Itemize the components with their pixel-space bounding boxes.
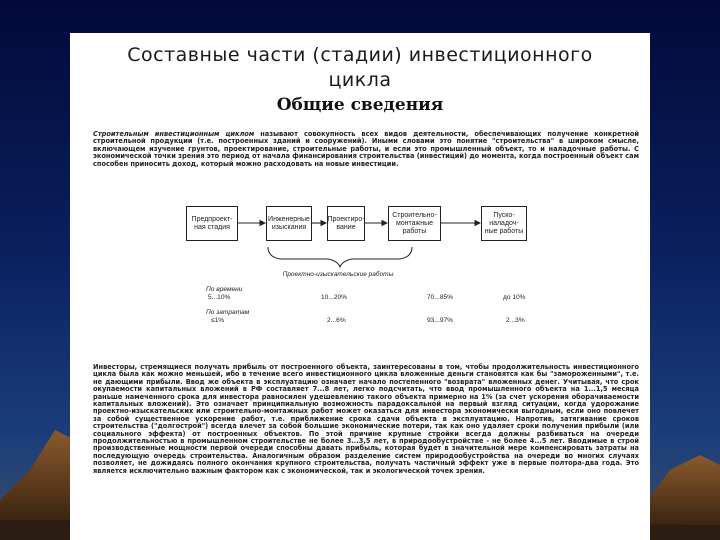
intro-term: Строительным инвестиционным циклом [93, 130, 255, 138]
cost-value-commissioning: 2...3% [506, 317, 525, 324]
time-value-preproject: 5...10% [208, 294, 231, 301]
stage-box-commissioning: Пуско-наладоч-ные работы [481, 206, 527, 241]
stage-box-preproject: Предпроект-ная стадия [186, 206, 238, 241]
stage-box-surveys: Инженерные изыскания [266, 206, 312, 241]
cost-value-survey-design: 2...6% [327, 317, 346, 324]
stage-box-construction: Строительно-монтажные работы [388, 206, 441, 241]
time-value-commissioning: до 10% [503, 294, 526, 301]
slide-title-line1: Составные части (стадии) инвестиционного [127, 44, 593, 66]
time-value-survey-design: 10...20% [321, 294, 348, 301]
slide-title-line2: цикла [328, 69, 392, 91]
cost-value-preproject: ≤1% [211, 317, 225, 324]
cost-value-construction: 93...97% [427, 317, 454, 324]
slide [70, 33, 650, 540]
intro-text: называют совокупность всех видов деятельности, обеспечивающих получение конкретной строительной продукции (т.е. построенных зданий и сооружений). Иными словами это понятие "строительства" в широком смысле, включающем изучение грунтов, проектирование, строительные работы, и если это промышленный объект, то и наладочные работы. С экономической точки зрения это период от начала финансирования строительства (инвестиций) до момента, когда построенный объект сам способен приносить доход, который можно расходовать на новые инвестиции. [93, 130, 639, 168]
project-works-label: Проектно-изыскательские работы [282, 271, 394, 278]
stage-box-design: Проектиро-вание [327, 206, 365, 241]
body-paragraph: Инвесторы, стремящиеся получать прибыль от построенного объекта, заинтересованы в том, чтобы продолжительность инвестиционного цикла была как можно меньшей, ибо в течение всего инвестиционного цикла вложенные деньги становятся как бы "замороженными", т.е. не дающими прибыли. Ввод же объекта в эксплуатацию означает начало постепенного "возврата" вложенных денег. Учитывая, что срок окупаемости капитальных вложений в РФ составляет 7...8 лет, легко подсчитать, что ввод промышленного объекта на 1...1,5 месяца раньше намеченного срока для инвестора равносилен удешевлению такого объекта примерно на 1% (за счет ускорения оборачиваемости капитальных вложений). Это означает принципиальную возможность парадоксальной на первый взгляд ситуации, когда удорожание проектно-изыскательских или строительно-монтажных работ может оказаться для инвестора экономически выгодным, если оно повлечет за собой существенное ускорение работ, т.е. приближение срока сдачи объекта в эксплуатацию. Напротив, затягивание сроков строительства ("долгострой") всегда влечет за собой большие экономические потери, так как оно удаляет сроки получения прибыли (или социального эффекта) от построенных объектов. По этой причине крупные стройки всегда должны разбиваться на очереди продолжительностью в промышленном строительстве не более 3...3,5 лет, в природообустройстве - не более 4...5 лет. Вводимые в строй производственные мощности первой очереди способны давать прибыль, которая будет в значительной мере компенсировать затраты на последующую очередь строительства. Аналогичным образом разделение систем природообустройства на очереди во многих случаях позволяет, не дожидаясь полного окончания крупного строительства, получать частичный эффект уже в первые полтора-два года. Это является исключительно важным фактором как с экономической, так и экологической точек зрения. [93, 363, 639, 475]
cost-row-label: По затратам [206, 309, 250, 316]
time-row-label: По времени [206, 286, 243, 293]
slide-subtitle: Общие сведения [276, 95, 444, 115]
time-value-construction: 70...85% [427, 294, 454, 301]
